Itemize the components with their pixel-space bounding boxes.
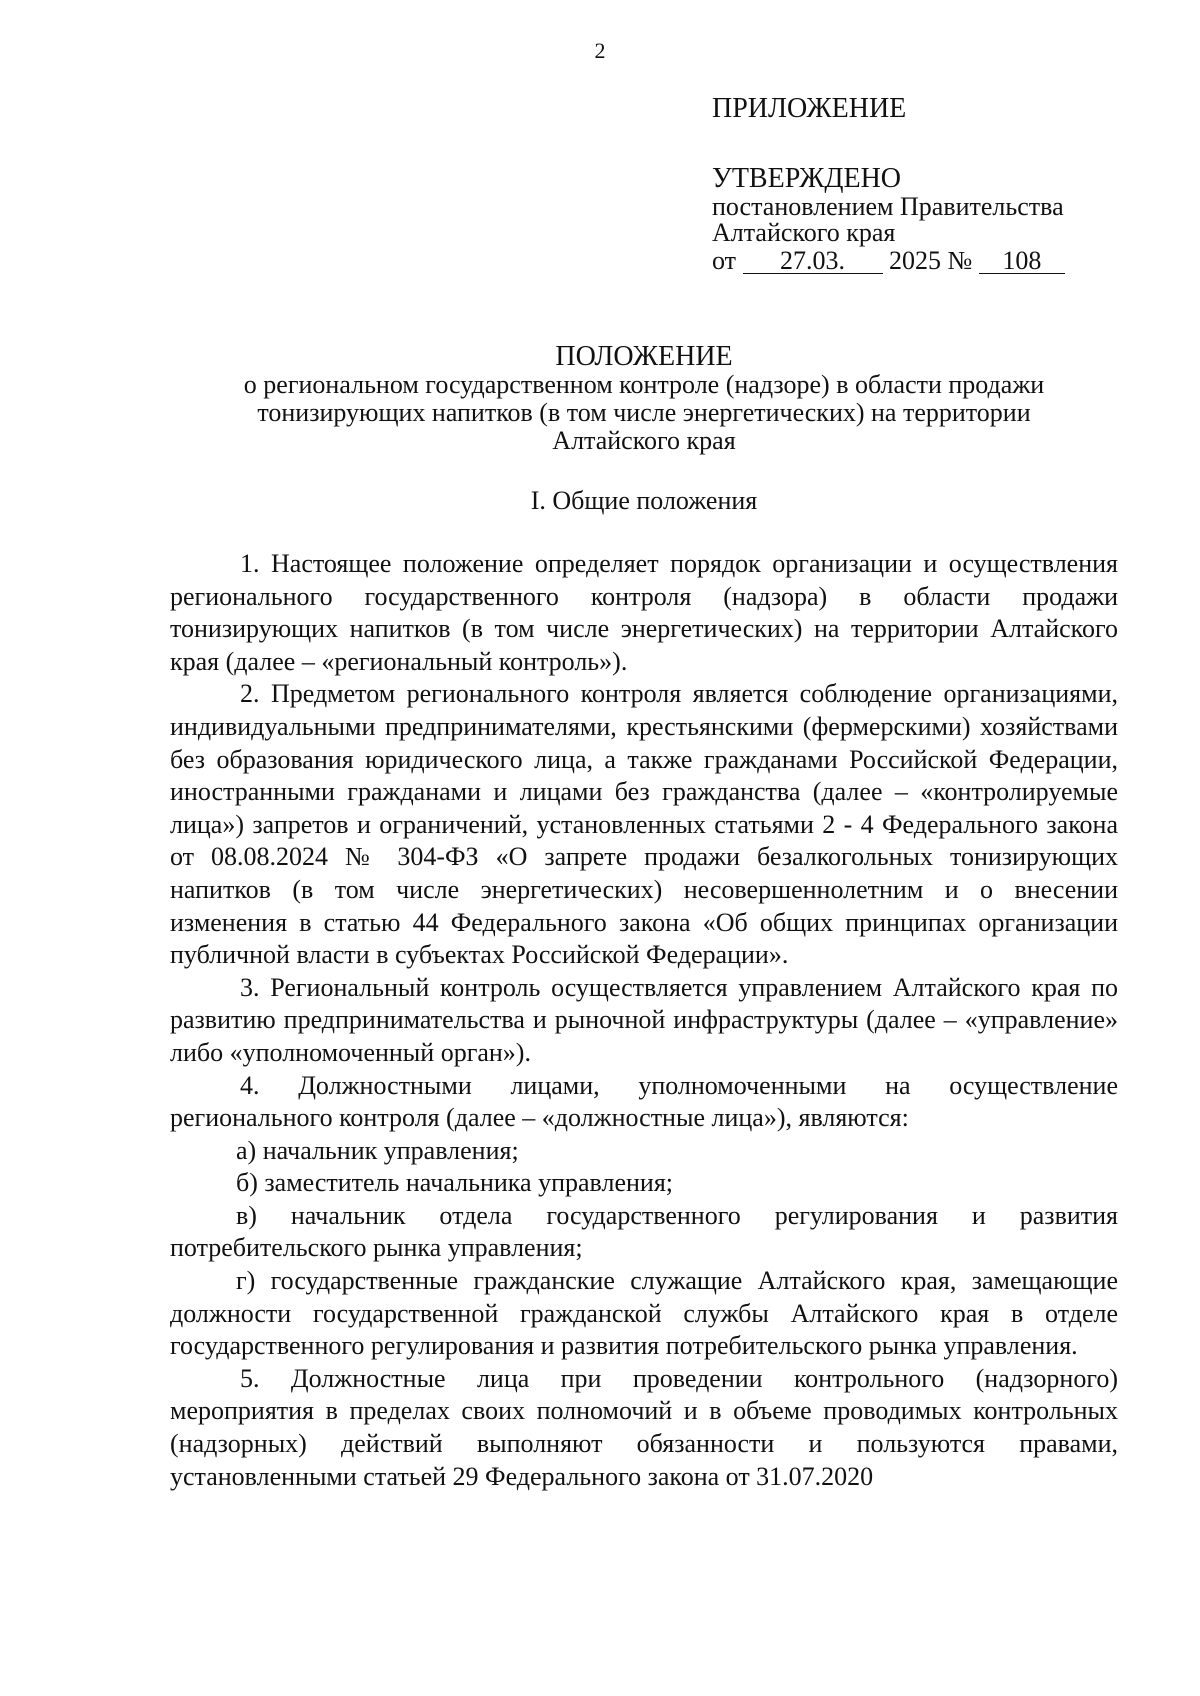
approval-line-1: постановлением Правительства	[712, 192, 1064, 221]
title-main: ПОЛОЖЕНИЕ	[555, 341, 733, 372]
paragraph-3: 3. Региональный контроль осуществляется управлением Алтайского края по развитию предпринимательства и рыночной инфраструктуры (далее – «управление» либо «уполномоченный орган»).	[170, 972, 1118, 1067]
list-item-a: а) начальник управления;	[236, 1135, 519, 1165]
paragraph-4: 4. Должностными лицами, уполномоченными на осуществление регионального контроля (далее – «должностные лица»), являются:	[170, 1070, 1118, 1133]
approval-block	[712, 93, 1132, 275]
document-number: 108	[979, 249, 1065, 274]
list-item-c: в) начальник отдела государственного регулирования и развития потребительского рынка управления;	[170, 1200, 1118, 1263]
approval-date-line	[712, 248, 1132, 274]
date-value: 27.03.	[743, 249, 883, 274]
date-prefix: от	[712, 246, 737, 275]
paragraph-2: 2. Предметом регионального контроля является соблюдение организациями, индивидуальными предпринимателями, крестьянскими (фермерскими) хозяйствами без образования юридического лица, а также гражданами Российской Федерации, иностранными гражданами и лицами без гражданства (далее – «контролируемые лица») запретов и ограничений, установленных статьями 2 - 4 Федерального закона от 08.08.2024 № 304-ФЗ «О запрете продажи безалкогольных тонизирующих напитков (в том числе энергетических) несовершеннолетним и о внесении изменения в статью 44 Федерального закона «Об общих принципах организации публичной власти в субъектах Российской Федерации».	[170, 679, 1118, 970]
page-number: 2	[594, 38, 606, 63]
title-line-3: Алтайского края	[552, 426, 736, 455]
date-year: 2025 №	[889, 246, 973, 275]
paragraph-5: 5. Должностные лица при проведении контрольного (надзорного) мероприятия в пределах своих полномочий и в объеме проводимых контрольных (надзорных) действий выполняют обязанности и пользуются правами, установленными статьей 29 Федерального закона от 31.07.2020	[170, 1363, 1118, 1491]
section-heading: I. Общие положения	[530, 486, 758, 515]
paragraph-1: 1. Настоящее положение определяет порядок организации и осуществления регионального государственного контроля (надзора) в области продажи тонизирующих напитков (в том числе энергетических) на территории Алтайского края (далее – «региональный контроль»).	[170, 549, 1118, 676]
approved-label: УТВЕРЖДЕНО	[712, 163, 902, 194]
list-item-b: б) заместитель начальника управления;	[236, 1168, 673, 1198]
document-title	[170, 343, 1118, 455]
list-item-d: г) государственные гражданские служащие Алтайского края, замещающие должности государственной гражданской службы Алтайского края в отделе государственного регулирования и развития потребительского рынка управления.	[170, 1266, 1118, 1361]
body-text	[170, 548, 1118, 1493]
title-line-1: о региональном государственном контроле (надзоре) в области продажи	[243, 370, 1045, 399]
appendix-label: ПРИЛОЖЕНИЕ	[712, 93, 907, 124]
title-line-2: тонизирующих напитков (в том числе энергетических) на территории	[257, 398, 1031, 427]
approval-line-2: Алтайского края	[712, 218, 896, 247]
